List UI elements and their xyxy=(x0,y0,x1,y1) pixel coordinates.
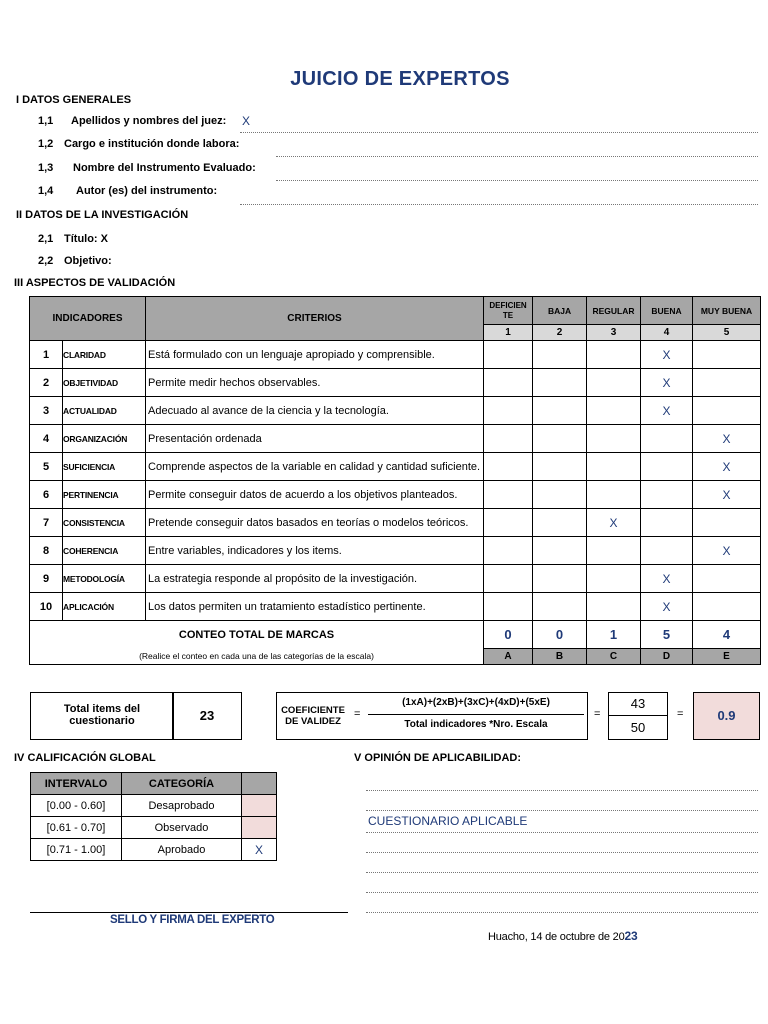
interval-2: [0.61 - 0.70] xyxy=(31,817,122,839)
criterion-row xyxy=(30,509,761,537)
header-indicadores: INDICADORES xyxy=(30,297,146,341)
mark-cell-buena[interactable] xyxy=(641,537,693,565)
judge-name-value[interactable]: X xyxy=(242,114,251,128)
opinion-line-2 xyxy=(366,810,758,811)
section-5-heading: V OPINIÓN DE APLICABILIDAD: xyxy=(354,752,522,764)
opinion-line-7 xyxy=(366,912,758,913)
total-items-label: Total items del cuestionario xyxy=(63,703,141,727)
header-baja: BAJA xyxy=(533,297,587,325)
criterion-row xyxy=(30,425,761,453)
scale-num-1: 1 xyxy=(484,325,533,341)
category-3: Aprobado xyxy=(122,839,242,861)
row-number: 5 xyxy=(30,453,63,481)
indicator-label: PERTINENCIA xyxy=(63,481,146,509)
indicator-label: OBJETIVIDAD xyxy=(63,369,146,397)
mark-cell-regular[interactable] xyxy=(587,537,641,565)
criterion-row xyxy=(30,593,761,621)
row-number: 7 xyxy=(30,509,63,537)
interval-3: [0.71 - 1.00] xyxy=(31,839,122,861)
conteo-b: 0 xyxy=(533,621,587,649)
row-number: 1 xyxy=(30,341,63,369)
item-2-1-label: Título: X xyxy=(64,233,108,245)
page-title: JUICIO DE EXPERTOS xyxy=(290,68,510,90)
item-1-1-label: Apellidos y nombres del juez: xyxy=(71,115,227,127)
row-number: 8 xyxy=(30,537,63,565)
mark-cell-buena[interactable] xyxy=(641,481,693,509)
header-regular: REGULAR xyxy=(587,297,641,325)
item-1-2-num: 1,2 xyxy=(38,138,54,150)
opinion-line-5 xyxy=(366,872,758,873)
date-line xyxy=(488,929,637,943)
scale-num-2: 2 xyxy=(533,325,587,341)
header-buena: BUENA xyxy=(641,297,693,325)
mark-cell-regular[interactable] xyxy=(587,481,641,509)
mark-cell-buena[interactable]: X xyxy=(641,593,693,621)
row-number: 9 xyxy=(30,565,63,593)
item-1-4-num: 1,4 xyxy=(38,185,54,197)
row-number: 6 xyxy=(30,481,63,509)
header-criterios: CRITERIOS xyxy=(146,297,484,341)
criterion-text: Presentación ordenada xyxy=(146,425,484,453)
criterion-text: Comprende aspectos de la variable en calidad y cantidad suficiente. xyxy=(146,453,484,481)
criterion-text: Permite medir hechos observables. xyxy=(146,369,484,397)
criterion-text: Pretende conseguir datos basados en teorías o modelos teóricos. xyxy=(146,509,484,537)
total-items-label-box xyxy=(30,692,174,740)
mark-cell-deficiente[interactable] xyxy=(484,397,533,425)
conteo-c: 1 xyxy=(587,621,641,649)
scale-num-3: 3 xyxy=(587,325,641,341)
coefficient-label: COEFICIENTE DE VALIDEZ xyxy=(281,705,345,727)
interval-1: [0.00 - 0.60] xyxy=(31,795,122,817)
item-2-2-num: 2,2 xyxy=(38,255,54,267)
criterion-text: La estrategia responde al propósito de la investigación. xyxy=(146,565,484,593)
indicator-label: SUFICIENCIA xyxy=(63,453,146,481)
mark-cell-buena[interactable]: X xyxy=(641,397,693,425)
mark-cell-regular[interactable]: X xyxy=(587,509,641,537)
numerator-value: 43 xyxy=(630,696,646,711)
opinion-line-3 xyxy=(366,832,758,833)
row-number: 3 xyxy=(30,397,63,425)
criterion-text: Entre variables, indicadores y los items. xyxy=(146,537,484,565)
header-mark xyxy=(242,773,277,795)
mark-cell-regular[interactable] xyxy=(587,397,641,425)
item-1-2-label: Cargo e institución donde labora: xyxy=(64,138,240,150)
scale-num-4: 4 xyxy=(641,325,693,341)
header-deficiente: DEFICIENTE xyxy=(484,297,533,325)
conteo-d: 5 xyxy=(641,621,693,649)
indicator-label: CLARIDAD xyxy=(63,341,146,369)
mark-cell-buena[interactable]: X xyxy=(641,565,693,593)
mark-cell-buena[interactable] xyxy=(641,425,693,453)
section-3-heading: III ASPECTOS DE VALIDACIÓN xyxy=(14,277,176,289)
denominator-box xyxy=(608,715,668,740)
indicator-label: APLICACIÓN xyxy=(63,593,146,621)
conteo-e: 4 xyxy=(693,621,761,649)
mark-cell-buena[interactable]: X xyxy=(641,341,693,369)
item-2-1-num: 2,1 xyxy=(38,233,54,245)
mark-cell-deficiente[interactable] xyxy=(484,453,533,481)
mark-cell-buena[interactable]: X xyxy=(641,369,693,397)
letter-a: A xyxy=(484,649,533,665)
scale-num-5: 5 xyxy=(693,325,761,341)
mark-cell-baja[interactable] xyxy=(533,397,587,425)
mark-cell-deficiente[interactable] xyxy=(484,565,533,593)
criterion-row xyxy=(30,369,761,397)
signature-line xyxy=(30,912,348,913)
row-number: 4 xyxy=(30,425,63,453)
mark-cell-deficiente[interactable] xyxy=(484,537,533,565)
mark-cell-regular[interactable] xyxy=(587,593,641,621)
mark-cell-regular[interactable] xyxy=(587,565,641,593)
mark-cell-muy-buena[interactable] xyxy=(693,397,761,425)
date-year-suffix: 23 xyxy=(624,929,638,943)
criterion-row xyxy=(30,537,761,565)
conteo-label: CONTEO TOTAL DE MARCAS xyxy=(30,621,484,649)
mark-cell-muy-buena[interactable] xyxy=(693,369,761,397)
mark-cell-buena[interactable] xyxy=(641,453,693,481)
mark-cell-deficiente[interactable] xyxy=(484,593,533,621)
mark-cell-deficiente[interactable] xyxy=(484,425,533,453)
letter-d: D xyxy=(641,649,693,665)
total-items-value-box xyxy=(172,692,242,740)
mark-cell-regular[interactable] xyxy=(587,369,641,397)
header-intervalo: INTERVALO xyxy=(31,773,122,795)
criterion-text: Los datos permiten un tratamiento estadístico pertinente. xyxy=(146,593,484,621)
mark-cell-muy-buena[interactable] xyxy=(693,565,761,593)
conteo-note: (Realice el conteo en cada una de las categorías de la escala) xyxy=(30,649,484,665)
criterion-text: Está formulado con un lenguaje apropiado y comprensible. xyxy=(146,341,484,369)
workplace-line[interactable] xyxy=(276,156,758,157)
mark-cell-deficiente[interactable] xyxy=(484,509,533,537)
mark-cell-muy-buena[interactable] xyxy=(693,341,761,369)
denominator-value: 50 xyxy=(630,720,646,735)
coef-equals-1: = xyxy=(354,708,361,720)
opinion-line-1 xyxy=(366,790,758,791)
criterion-row xyxy=(30,453,761,481)
fraction-bar xyxy=(368,714,584,715)
calificacion-table xyxy=(30,772,277,861)
total-items-value[interactable]: 23 xyxy=(199,708,215,723)
mark-cell-baja[interactable] xyxy=(533,509,587,537)
numerator-box xyxy=(608,692,668,716)
mark-cell-baja[interactable] xyxy=(533,369,587,397)
criterion-text: Permite conseguir datos de acuerdo a los objetivos planteados. xyxy=(146,481,484,509)
mark-cell-deficiente[interactable] xyxy=(484,481,533,509)
section-1-heading: I DATOS GENERALES xyxy=(16,94,132,106)
item-2-2-label: Objetivo: xyxy=(64,255,112,267)
indicator-label: ACTUALIDAD xyxy=(63,397,146,425)
row-number: 2 xyxy=(30,369,63,397)
mark-cell-baja[interactable] xyxy=(533,453,587,481)
mark-3[interactable]: X xyxy=(242,839,277,861)
formula-numerator: (1xA)+(2xB)+(3xC)+(4xD)+(5xE) xyxy=(402,697,550,708)
mark-cell-muy-buena[interactable]: X xyxy=(693,453,761,481)
mark-cell-muy-buena[interactable] xyxy=(693,593,761,621)
category-1: Desaprobado xyxy=(122,795,242,817)
indicator-label: ORGANIZACIÓN xyxy=(63,425,146,453)
item-1-3-num: 1,3 xyxy=(38,162,54,174)
mark-cell-muy-buena[interactable]: X xyxy=(693,537,761,565)
section-4-heading: IV CALIFICACIÓN GLOBAL xyxy=(14,752,156,764)
judge-name-line xyxy=(240,132,758,133)
opinion-line-6 xyxy=(366,892,758,893)
indicator-label: COHERENCIA xyxy=(63,537,146,565)
mark-cell-baja[interactable] xyxy=(533,425,587,453)
mark-cell-regular[interactable] xyxy=(587,341,641,369)
letter-e: E xyxy=(693,649,761,665)
item-1-1-num: 1,1 xyxy=(38,115,54,127)
mark-cell-deficiente[interactable] xyxy=(484,341,533,369)
conteo-a: 0 xyxy=(484,621,533,649)
mark-2[interactable] xyxy=(242,817,277,839)
criterion-text: Adecuado al avance de la ciencia y la tecnología. xyxy=(146,397,484,425)
coef-equals-2: = xyxy=(594,708,601,720)
criterion-row xyxy=(30,481,761,509)
result-box xyxy=(693,692,760,740)
criterion-row xyxy=(30,397,761,425)
indicator-label: METODOLOGÍA xyxy=(63,565,146,593)
validation-table xyxy=(29,296,761,665)
instrument-line[interactable] xyxy=(276,180,758,181)
mark-cell-muy-buena[interactable]: X xyxy=(693,481,761,509)
letter-b: B xyxy=(533,649,587,665)
criterion-row xyxy=(30,565,761,593)
result-value: 0.9 xyxy=(717,708,736,723)
opinion-text[interactable]: CUESTIONARIO APLICABLE xyxy=(368,814,528,828)
criterion-row xyxy=(30,341,761,369)
mark-cell-regular[interactable] xyxy=(587,453,641,481)
mark-cell-muy-buena[interactable] xyxy=(693,509,761,537)
mark-cell-baja[interactable] xyxy=(533,565,587,593)
date-prefix: Huacho, 14 de octubre de 20 xyxy=(488,931,625,943)
row-number: 10 xyxy=(30,593,63,621)
signature-label: SELLO Y FIRMA DEL EXPERTO xyxy=(110,914,275,926)
section-2-heading: II DATOS DE LA INVESTIGACIÓN xyxy=(16,209,189,221)
mark-cell-buena[interactable] xyxy=(641,509,693,537)
mark-cell-muy-buena[interactable]: X xyxy=(693,425,761,453)
indicator-label: CONSISTENCIA xyxy=(63,509,146,537)
header-muy-buena: MUY BUENA xyxy=(693,297,761,325)
header-categoria: CATEGORÍA xyxy=(122,773,242,795)
coef-equals-3: = xyxy=(677,708,684,720)
item-1-3-label: Nombre del Instrumento Evaluado: xyxy=(73,162,256,174)
item-1-4-label: Autor (es) del instrumento: xyxy=(76,185,218,197)
category-2: Observado xyxy=(122,817,242,839)
mark-cell-baja[interactable] xyxy=(533,537,587,565)
letter-c: C xyxy=(587,649,641,665)
mark-cell-baja[interactable] xyxy=(533,481,587,509)
mark-cell-regular[interactable] xyxy=(587,425,641,453)
mark-1[interactable] xyxy=(242,795,277,817)
mark-cell-baja[interactable] xyxy=(533,341,587,369)
mark-cell-baja[interactable] xyxy=(533,593,587,621)
author-line[interactable] xyxy=(240,204,758,205)
formula-denominator: Total indicadores *Nro. Escala xyxy=(404,719,548,730)
opinion-line-4 xyxy=(366,852,758,853)
mark-cell-deficiente[interactable] xyxy=(484,369,533,397)
